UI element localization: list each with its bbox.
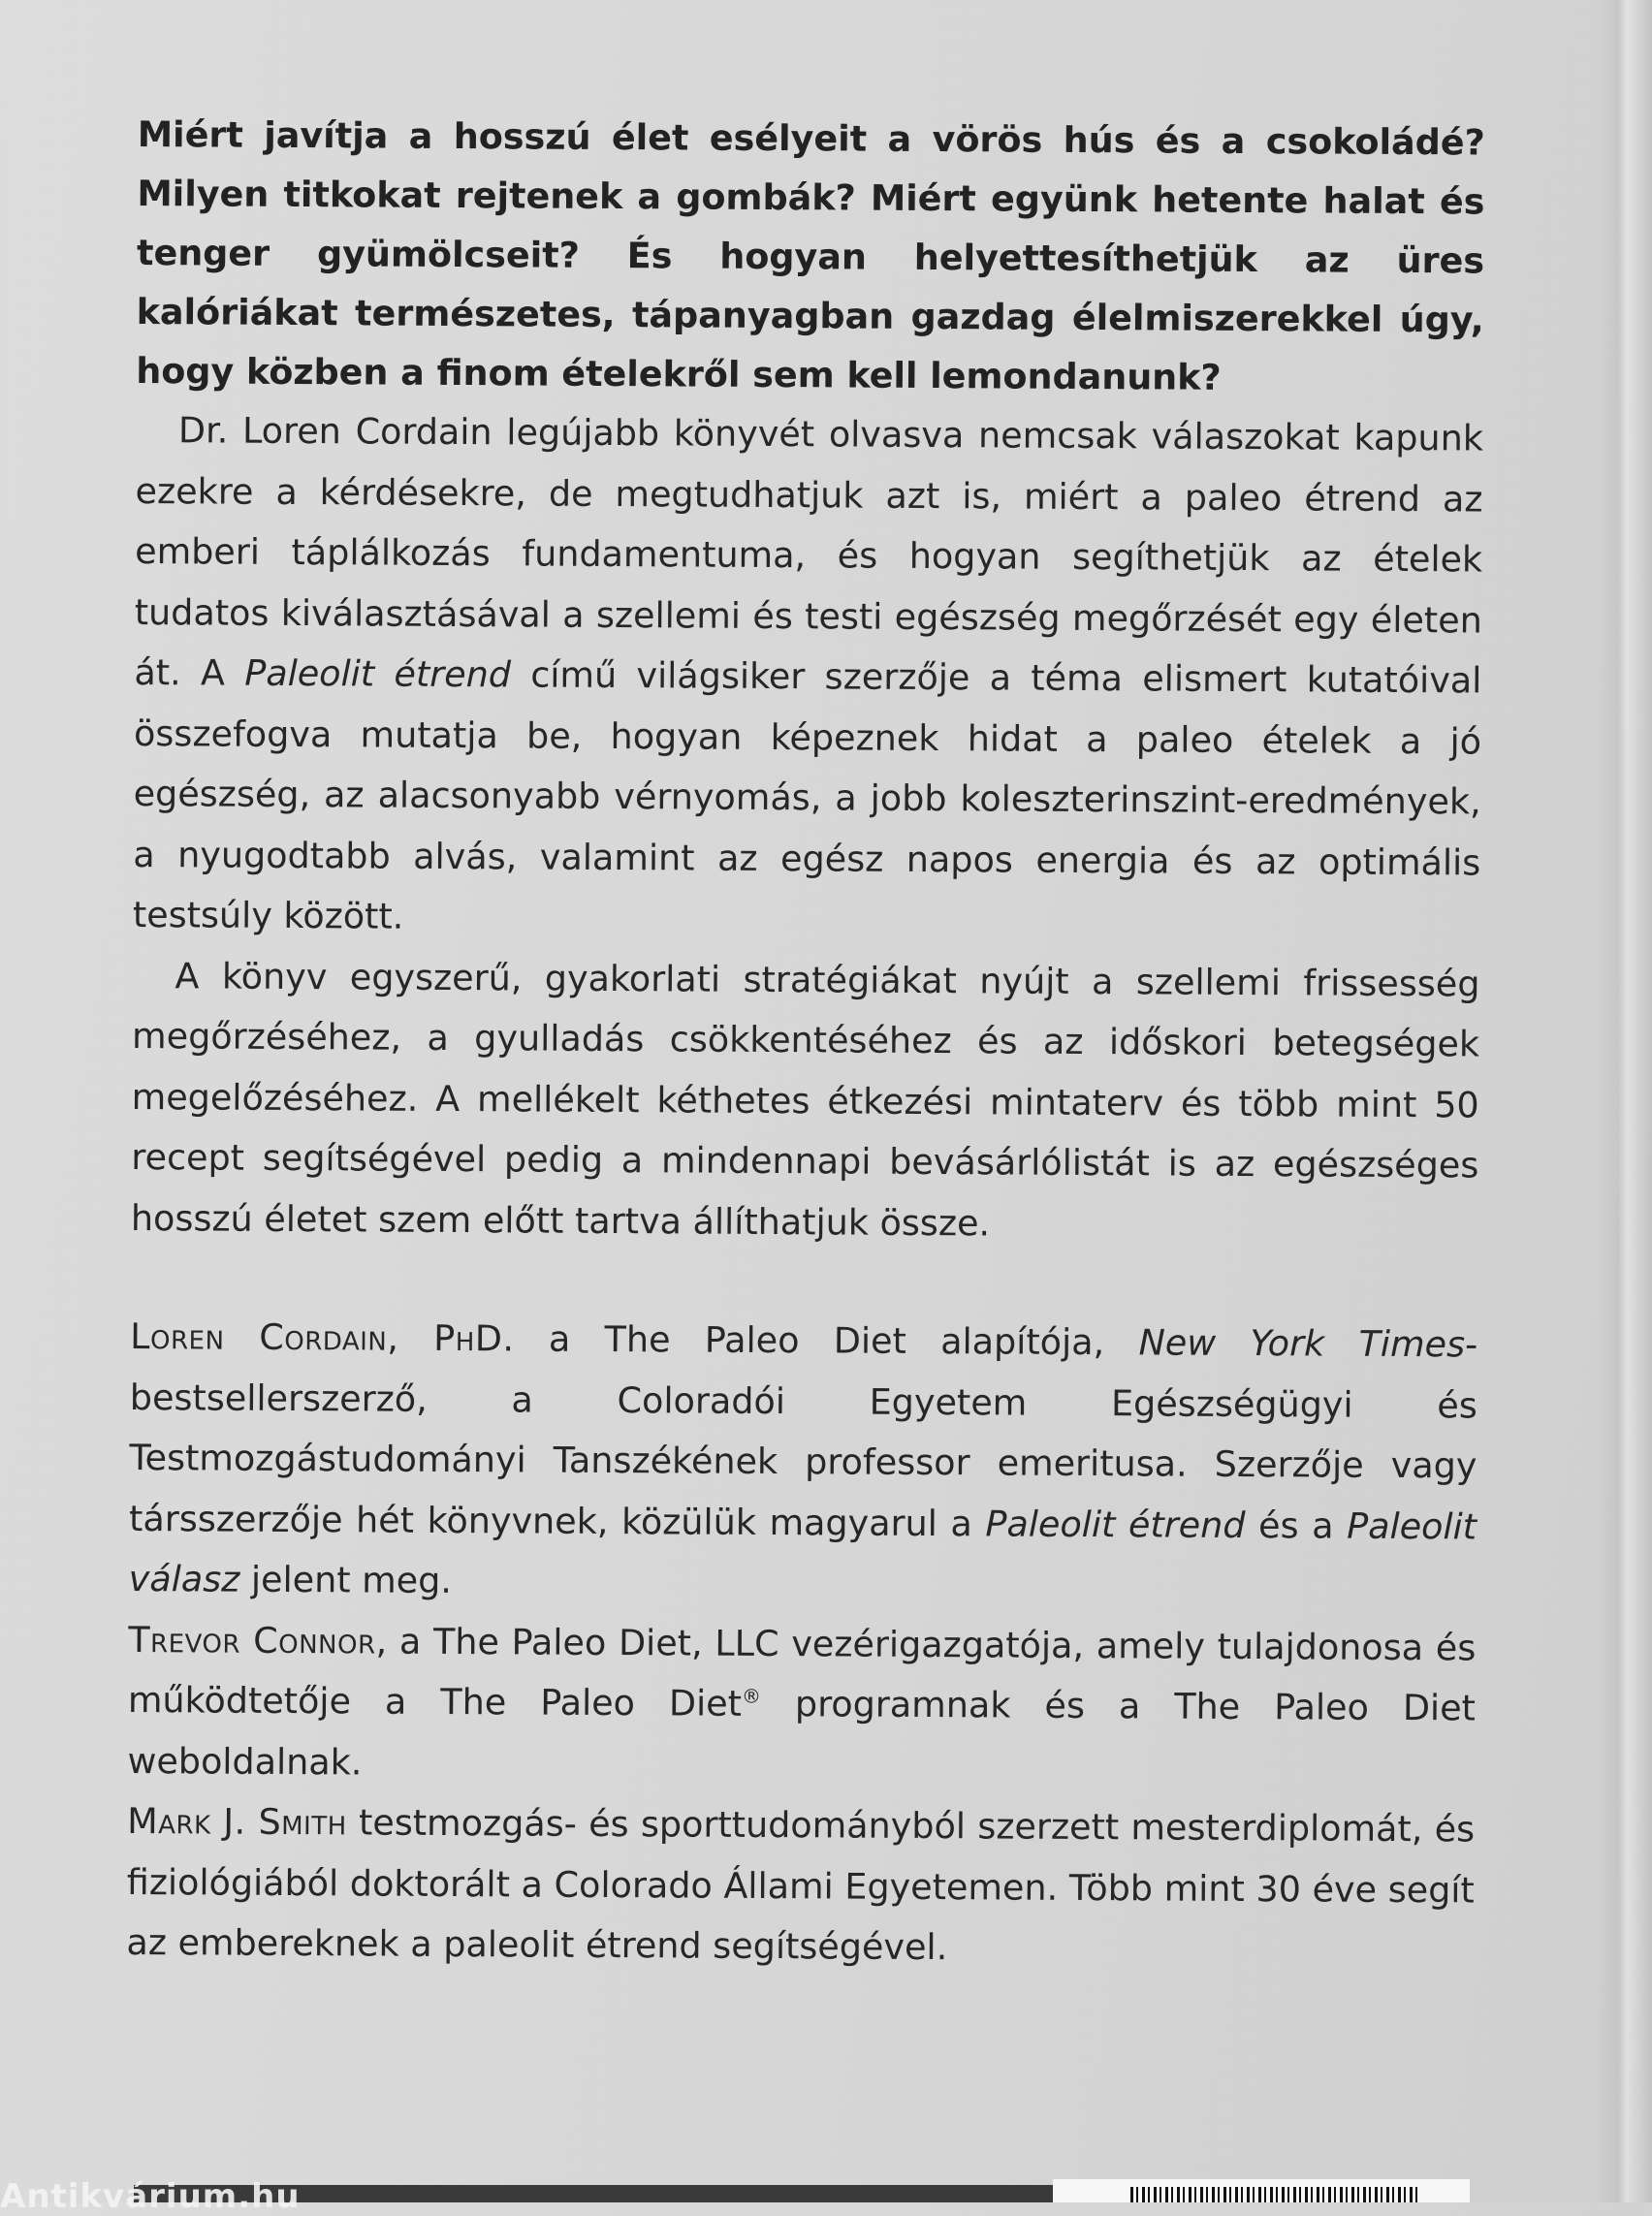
para1-text-after: című világsiker szerzője a téma elismert kutatóival összefogva mutatja be, hogyan képeznek hidat a paleo ételek a jó egészség, az alacsonyabb vérnyomás, a jobb koleszterinszint-eredmények, a nyugodtabb alvás, valamint az egész napos energia és az optimális testsúly között.	[132, 653, 1482, 937]
description-paragraph-1	[133, 400, 1483, 954]
bio3-text: testmozgás- és sporttudományból szerzett mesterdiplomát, és fiziológiából doktorált a Colorado Állami Egyetemen. Több mint 30 éve segít az embereknek a paleolit étrend segítségével.	[126, 1801, 1476, 1969]
registered-mark: ®	[741, 1684, 762, 1708]
page-edge-shadow	[1596, 0, 1652, 2202]
bio2-text-b: programnak és a The Paleo Diet weboldalnak.	[127, 1682, 1477, 1783]
bio2-text-a: , a The Paleo Diet, LLC vezérigazgatója, amely tulajdonosa és működtetője a The Paleo Diet	[127, 1620, 1477, 1725]
blurb-text-block	[126, 105, 1485, 1981]
author-bio-cordain	[129, 1307, 1478, 1618]
bio1-newspaper-title: New York Times	[1138, 1321, 1466, 1366]
lead-questions: Miért javítja a hosszú élet esélyeit a vörös hús és a csokoládé? Milyen titkokat rejtenek a gombák? Miért együnk hetente halat és tenger gyümölcseit? És hogyan helyettesíthetjük az üres kalóriákat természetes, tápanyagban gazdag élelmiszerekkel úgy, hogy közben a finom ételekről sem kell lemondanunk?	[136, 112, 1485, 398]
author-name-smith: Mark J. Smith	[127, 1799, 347, 1844]
para1-text-before: Dr. Loren Cordain legújabb könyvét olvasva nemcsak válaszokat kapunk ezekre a kérdésekre, de megtudhatjuk azt is, miért a paleo étrend az emberi táplálkozás fundamentuma, és hogyan segíthetjük az ételek tudatos kiválasztásával a szellemi és testi egészség megőrzését egy életen át. A	[134, 409, 1484, 694]
author-name-cordain: Loren Cordain, PhD.	[130, 1314, 515, 1360]
para1-book-title: Paleolit étrend	[244, 651, 512, 696]
author-bios	[126, 1307, 1477, 1981]
barcode-icon	[1130, 2187, 1421, 2202]
bio1-book-title-1: Paleolit étrend	[985, 1502, 1246, 1546]
bio1-text-b: -bestsellerszerző, a Coloradói Egyetem Egészségügyi és Testmozgástudományi Tanszékének professor emeritusa. Szerzője vagy társszerzője hét könyvnek, közülük magyarul a	[128, 1323, 1478, 1544]
description-paragraph-2: A könyv egyszerű, gyakorlati stratégiákat nyújt a szellemi frissesség megőrzéséhez, a gyulladás csökkentéséhez és az időskori betegségek megelőzéséhez. A mellékelt kéthetes étkezési mintaterv és több mint 50 recept segítségével pedig a mindennapi bevásárlólistát is az egészséges hosszú életet szem előtt tartva állíthatjuk össze.	[130, 954, 1480, 1244]
bio1-text-c: és a	[1245, 1504, 1348, 1547]
barcode-label	[1053, 2179, 1470, 2202]
author-bio-connor	[127, 1609, 1476, 1799]
bio1-book-title-2: Paleolit válasz	[128, 1504, 1477, 1600]
author-bio-smith	[126, 1791, 1475, 1981]
bio1-text-a: a The Paleo Diet alapítója,	[514, 1317, 1139, 1364]
author-name-connor: Trevor Connor	[128, 1618, 376, 1662]
watermark-text: Antikvárium.hu	[0, 2177, 301, 2216]
bio1-text-d: jelent meg.	[239, 1558, 453, 1602]
